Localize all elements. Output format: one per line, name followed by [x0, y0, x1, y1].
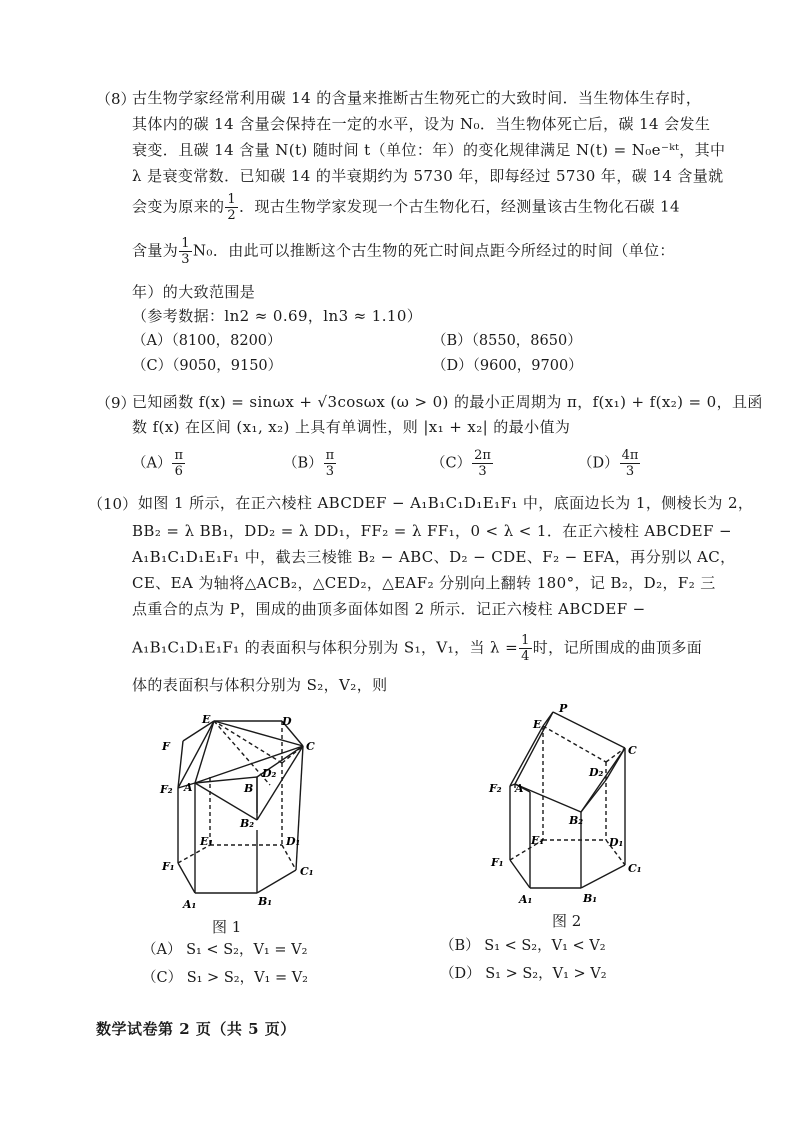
q8-option-c: （C）（9050，9150）	[132, 358, 283, 374]
fig1-label-D: D	[282, 715, 292, 728]
q8-line-2: 其体内的碳 14 含量会保持在一定的水平，设为 N₀．当生物体死亡后，碳 14 会发生	[132, 115, 711, 133]
fig1-label-B2: B₂	[240, 817, 255, 830]
fig1-label-A: A	[184, 781, 193, 794]
frac-denominator: 4	[521, 649, 530, 664]
frac-numerator: π	[174, 448, 184, 463]
q10-option-c: （C） S₁ > S₂，V₁ = V₂	[142, 970, 308, 986]
q10-line-6	[132, 633, 702, 664]
fig1-label-C1: C₁	[300, 865, 314, 878]
q10-line-1: 如图 1 所示，在正六棱柱 ABCDEF − A₁B₁C₁D₁E₁F₁ 中，底面边长为 1，侧棱长为 2，	[138, 494, 754, 512]
fig1-label-B1: B₁	[258, 895, 273, 908]
fig2-label-D2: D₂	[589, 766, 604, 779]
figure-2-polyhedron	[485, 700, 655, 910]
q8-option-a: （A）（8100，8200）	[132, 333, 282, 349]
frac-denominator: 6	[174, 464, 183, 479]
frac-denominator: 2	[227, 208, 237, 223]
q8-line-5-post: ．现古生物学家发现一个古生物化石，经测量该古生物化石碳 14	[239, 197, 680, 216]
q9-option-b	[283, 448, 337, 479]
fig1-label-F2: F₂	[160, 783, 173, 796]
frac-numerator: 2π	[474, 448, 491, 463]
figure-1-prism	[150, 705, 330, 915]
option-fraction	[324, 448, 337, 479]
option-label: （B）	[283, 455, 323, 472]
q8-line-4: λ 是衰变常数．已知碳 14 的半衰期约为 5730 年，即每经过 5730 年，碳 14 含量就	[132, 167, 724, 185]
figure-1-caption: 图 1	[212, 918, 242, 936]
fig2-label-P: P	[559, 702, 568, 715]
q10-line-5: 点重合的点为 P，围成的曲顶多面体如图 2 所示．记正六棱柱 ABCDEF −	[132, 600, 646, 618]
fig1-label-D1: D₁	[286, 835, 301, 848]
q9-option-d	[578, 448, 641, 479]
q8-line-6-pre: 含量为	[132, 241, 179, 260]
q8-half-fraction	[225, 192, 238, 223]
q10-line-6-pre: A₁B₁C₁D₁E₁F₁ 的表面积与体积分别为 S₁，V₁，当 λ =	[132, 638, 519, 657]
fig2-label-E: E	[533, 718, 542, 731]
page-footer: 数学试卷第 2 页（共 5 页）	[96, 1020, 296, 1038]
q10-line-3: A₁B₁C₁D₁E₁F₁ 中，截去三棱锥 B₂ − ABC、D₂ − CDE、F₂ − EFA，再分别以 AC，	[132, 548, 736, 566]
fig1-label-F: F	[162, 740, 170, 753]
fig2-label-A1: A₁	[519, 893, 533, 906]
q9-number: （9）	[96, 394, 136, 412]
fig2-label-C: C	[628, 744, 637, 757]
q8-third-fraction	[179, 236, 192, 267]
fig2-label-D1: D₁	[609, 836, 624, 849]
fig2-label-F1: F₁	[491, 856, 504, 869]
fig1-label-A1: A₁	[183, 898, 197, 911]
q8-line-5-pre: 会变为原来的	[132, 197, 225, 216]
q8-line-1: 古生物学家经常利用碳 14 的含量来推断古生物死亡的大致时间．当生物体生存时，	[132, 89, 702, 107]
q9-option-a	[132, 448, 186, 479]
option-label: （A）	[132, 455, 172, 472]
q9-line-1: 已知函数 f(x) = sinωx + √3cosωx (ω > 0) 的最小正周期为 π，f(x₁) + f(x₂) = 0，且函	[132, 393, 763, 411]
frac-numerator: 1	[227, 192, 237, 207]
q8-line-6	[132, 236, 675, 267]
frac-numerator: 4π	[621, 448, 639, 463]
frac-numerator: 1	[181, 236, 190, 251]
fig1-label-D2: D₂	[262, 767, 277, 780]
q10-option-b: （B） S₁ < S₂，V₁ < V₂	[440, 938, 606, 954]
frac-denominator: 3	[181, 252, 190, 267]
q9-line-2: 数 f(x) 在区间 (x₁, x₂) 上具有单调性，则 |x₁ + x₂| 的最小值为	[132, 418, 571, 436]
fig2-label-B2: B₂	[569, 814, 584, 827]
fig2-label-B1: B₁	[583, 892, 598, 905]
q8-line-5	[132, 192, 680, 223]
q8-reference-data: （参考数据：ln2 ≈ 0.69，ln3 ≈ 1.10）	[132, 307, 423, 325]
q10-line-6-post: 时，记所围成的曲顶多面	[532, 638, 703, 657]
frac-denominator: 3	[478, 464, 487, 479]
option-fraction	[472, 448, 493, 479]
frac-numerator: 1	[521, 633, 530, 648]
q8-number: （8）	[96, 90, 136, 108]
fig1-label-C: C	[306, 740, 315, 753]
frac-numerator: π	[325, 448, 335, 463]
fig2-label-E1: E₁	[531, 834, 545, 847]
option-label: （C）	[431, 455, 472, 472]
fig2-label-F2: F₂	[489, 782, 502, 795]
q8-line-7: 年）的大致范围是	[132, 283, 256, 301]
q10-line-4: CE、EA 为轴将△ACB₂，△CED₂，△EAF₂ 分别向上翻转 180°，记 B₂，D₂，F₂ 三	[132, 574, 716, 592]
frac-denominator: 3	[325, 464, 335, 479]
fig1-label-E: E	[202, 713, 211, 726]
q8-option-b: （B）（8550，8650）	[432, 333, 582, 349]
q8-line-3: 衰变．且碳 14 含量 N(t) 随时间 t（单位：年）的变化规律满足 N(t) = N₀e⁻ᵏᵗ，其中	[132, 141, 726, 159]
q9-option-c	[431, 448, 494, 479]
figure-2-caption: 图 2	[552, 912, 582, 930]
fig1-label-B: B	[244, 782, 254, 795]
fig2-label-A: A	[515, 782, 524, 795]
q10-number: （10）	[88, 495, 138, 513]
q10-line-7: 体的表面积与体积分别为 S₂，V₂，则	[132, 676, 388, 694]
fig2-label-C1: C₁	[628, 862, 642, 875]
q10-line-2: BB₂ = λ BB₁，DD₂ = λ DD₁，FF₂ = λ FF₁，0 < λ < 1．在正六棱柱 ABCDEF −	[132, 522, 732, 540]
q8-line-6-post: N₀．由此可以推断这个古生物的死亡时间点距今所经过的时间（单位：	[192, 241, 675, 260]
q10-option-a: （A） S₁ < S₂，V₁ = V₂	[142, 942, 308, 958]
option-fraction	[620, 448, 641, 479]
q10-option-d: （D） S₁ > S₂，V₁ > V₂	[440, 966, 607, 982]
q10-lambda-fraction	[519, 633, 532, 664]
option-label: （D）	[578, 455, 619, 472]
q8-option-d: （D）（9600，9700）	[432, 358, 583, 374]
fig1-label-E1: E₁	[200, 835, 214, 848]
option-fraction	[172, 448, 185, 479]
fig1-label-F1: F₁	[162, 860, 175, 873]
frac-denominator: 3	[625, 464, 635, 479]
